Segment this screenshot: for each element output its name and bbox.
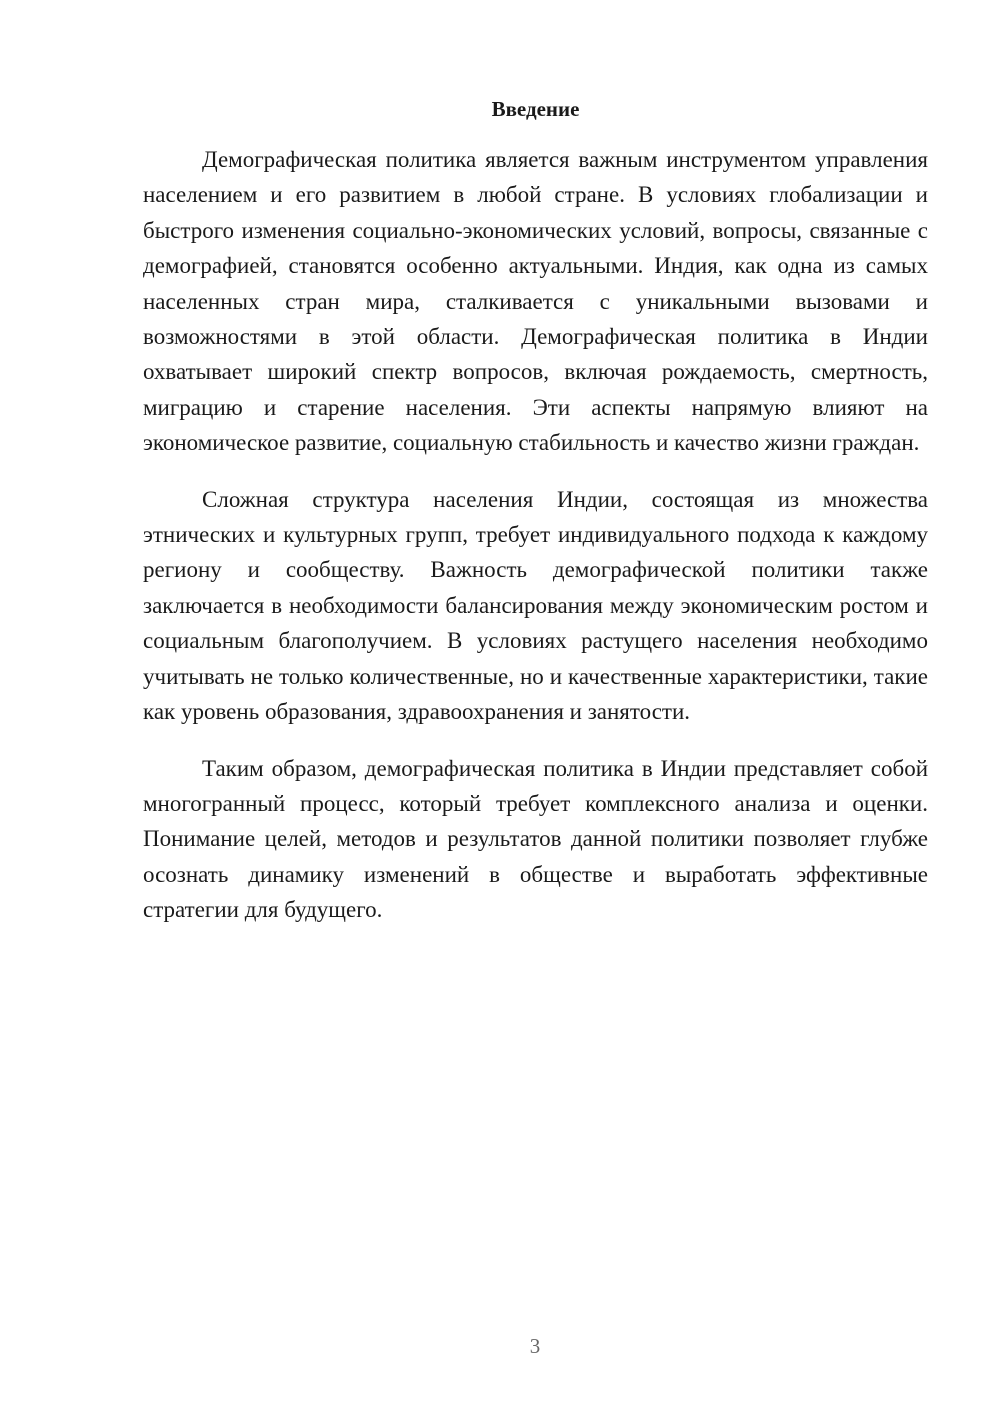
paragraph-1: Демографическая политика является важным инструментом управления населением и его развитием в любой стране. В условиях глобализации и быстрого изменения социально-экономических условий, вопросы, связанные с демографией, становятся особенно актуальными. Индия, как одна из самых населенных стран мира, сталкивается с уникальными вызовами и возможностями в этой области. Демографическая политика в Индии охватывает широкий спектр вопросов, включая рождаемость, смертность, миграцию и старение населения. Эти аспекты напрямую влияют на экономическое развитие, социальную стабильность и качество жизни граждан. [143, 147, 928, 456]
paragraph-3: Таким образом, демографическая политика в Индии представляет собой многогранный процесс, который требует комплексного анализа и оценки. Понимание целей, методов и результатов данной политики позволяет глубже осознать динамику изменений в обществе и выработать эффективные стратегии для будущего. [143, 755, 928, 923]
body-text [143, 142, 928, 949]
page-number: 3 [529, 1334, 541, 1358]
paragraph-2: Сложная структура населения Индии, состоящая из множества этнических и культурных групп, требует индивидуального подхода к каждому региону и сообществу. Важность демографической политики также заключается в необходимости балансирования между экономическим ростом и социальным благополучием. В условиях растущего населения необходимо учитывать не только количественные, но и качественные характеристики, такие как уровень образования, здравоохранения и занятости. [143, 486, 928, 725]
page-title: Введение [491, 97, 580, 121]
